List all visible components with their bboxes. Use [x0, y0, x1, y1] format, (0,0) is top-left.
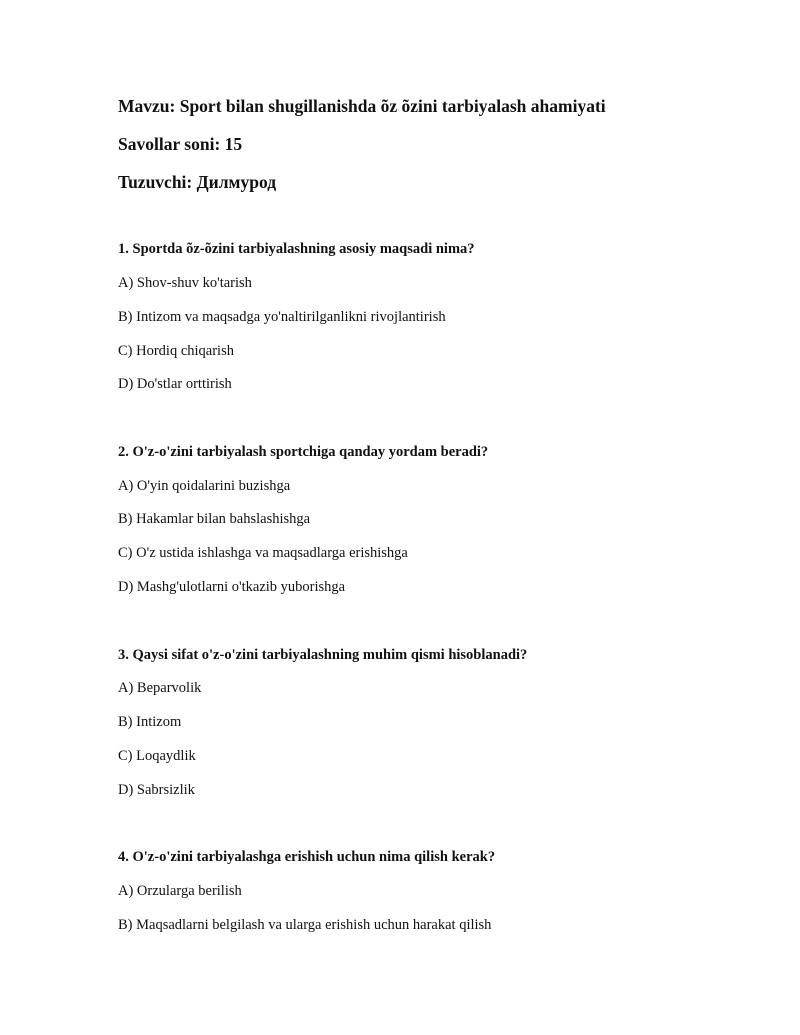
- option-b: B) Hakamlar bilan bahslashishga: [118, 511, 311, 527]
- option-d: D) Do'stlar orttirish: [118, 376, 232, 392]
- question-text: 4. O'z-o'zini tarbiyalashga erishish uchun nima qilish kerak?: [118, 849, 496, 865]
- question-1: [118, 240, 758, 392]
- option-b: B) Intizom: [118, 714, 182, 730]
- question-2: [118, 443, 758, 595]
- topic-heading: Mavzu: Sport bilan shugillanishda õz õzini tarbiyalash ahamiyati: [118, 96, 606, 116]
- option-a: A) Beparvolik: [118, 680, 202, 696]
- question-text: 2. O'z-o'zini tarbiyalash sportchiga qanday yordam beradi?: [118, 444, 489, 460]
- option-c: C) Hordiq chiqarish: [118, 343, 234, 359]
- option-d: D) Mashg'ulotlarni o'tkazib yuborishga: [118, 579, 346, 595]
- option-d: D) Sabrsizlik: [118, 782, 195, 798]
- question-count: Savollar soni: 15: [118, 134, 243, 154]
- option-a: A) O'yin qoidalarini buzishga: [118, 478, 291, 494]
- option-a: A) Orzularga berilish: [118, 883, 242, 899]
- author-line: Tuzuvchi: Дилмурод: [118, 172, 277, 192]
- option-c: C) Loqaydlik: [118, 748, 196, 764]
- question-3: [118, 646, 758, 798]
- option-a: A) Shov-shuv ko'tarish: [118, 275, 252, 291]
- question-text: 3. Qaysi sifat o'z-o'zini tarbiyalashning muhim qismi hisoblanadi?: [118, 647, 528, 663]
- question-4: [118, 848, 758, 933]
- option-c: C) O'z ustida ishlashga va maqsadlarga erishishga: [118, 545, 408, 561]
- option-b: B) Intizom va maqsadga yo'naltirilganlikni rivojlantirish: [118, 309, 446, 325]
- question-text: 1. Sportda õz-õzini tarbiyalashning asosiy maqsadi nima?: [118, 241, 475, 257]
- option-b: B) Maqsadlarni belgilash va ularga erishish uchun harakat qilish: [118, 917, 492, 933]
